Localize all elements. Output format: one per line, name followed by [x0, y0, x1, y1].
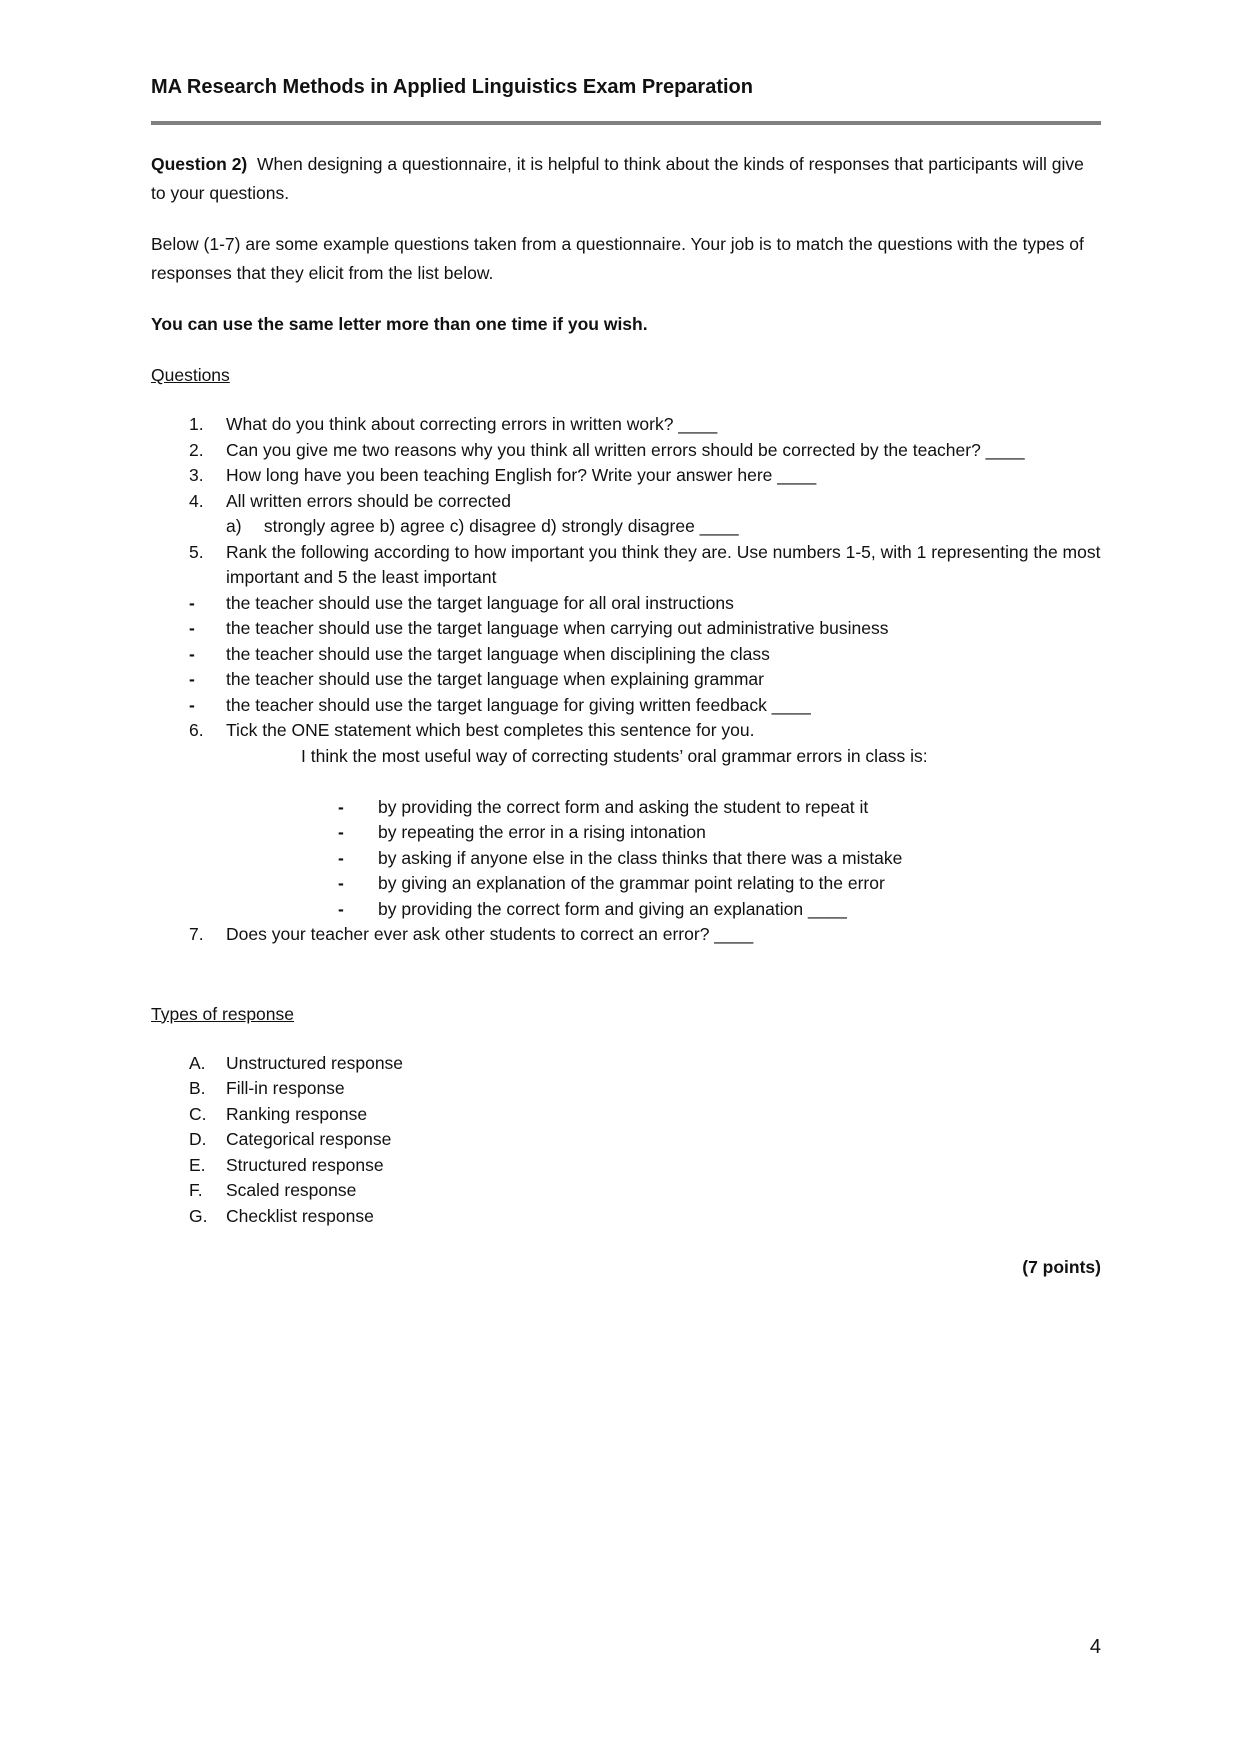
ranking-item	[151, 693, 1101, 719]
dash-bullet: -	[338, 898, 344, 919]
ranking-item	[151, 667, 1101, 693]
question-item-7	[151, 922, 1101, 948]
ranking-item-text: the teacher should use the target language for all oral instructions	[226, 592, 734, 613]
question-item-2	[151, 438, 1101, 464]
response-type-letter: D.	[189, 1129, 207, 1149]
ranking-item	[151, 616, 1101, 642]
response-type-letter: G.	[189, 1205, 208, 1226]
response-type-letter: F.	[189, 1180, 203, 1200]
document-body	[151, 150, 1101, 1282]
question-item-1	[151, 412, 1101, 438]
types-heading: Types of response	[151, 1003, 294, 1024]
question-number: 4.	[189, 490, 204, 511]
response-type-letter: B.	[189, 1078, 206, 1098]
dash-bullet: -	[338, 873, 344, 893]
dash-bullet: -	[189, 643, 195, 664]
response-type-text: Checklist response	[226, 1205, 374, 1226]
response-type-letter: C.	[189, 1103, 207, 1124]
question-text: Rank the following according to how important you think they are. Use numbers 1-5, with 1 representing the most important and 5 the least important	[226, 541, 1101, 587]
ranking-item-text: the teacher should use the target language for giving written feedback ____	[226, 694, 811, 715]
page-header-title: MA Research Methods in Applied Linguistics Exam Preparation	[151, 76, 753, 98]
question-number: 5.	[189, 541, 204, 562]
response-type-text: Scaled response	[226, 1180, 357, 1200]
question-item-6	[151, 718, 1101, 744]
response-type-text: Ranking response	[226, 1103, 368, 1124]
question-text: Can you give me two reasons why you think all written errors should be corrected by the teacher? ____	[226, 439, 1025, 460]
ranking-item	[151, 591, 1101, 617]
page-number: 4	[1089, 1636, 1101, 1658]
dash-bullet: -	[189, 618, 195, 638]
response-type-text: Unstructured response	[226, 1052, 404, 1073]
dash-bullet: -	[189, 592, 195, 613]
response-type-text: Structured response	[226, 1154, 384, 1175]
checklist-item-text: by repeating the error in a rising intonation	[378, 822, 706, 842]
checklist-item-text: by giving an explanation of the grammar point relating to the error	[378, 873, 885, 893]
question-intro-text: When designing a questionnaire, it is helpful to think about the kinds of responses that participants will give to your questions.	[151, 154, 1084, 203]
question-item-5	[151, 540, 1101, 591]
response-type-text: Fill-in response	[226, 1078, 345, 1098]
question-number: 6.	[189, 720, 204, 740]
response-type-text: Categorical response	[226, 1129, 392, 1149]
question-intro	[151, 150, 1101, 208]
checklist-item	[151, 897, 1101, 923]
dash-bullet: -	[189, 694, 195, 715]
dash-bullet: -	[338, 822, 344, 842]
questions-heading: Questions	[151, 365, 230, 385]
checklist-item	[151, 795, 1101, 821]
question-number: 7.	[189, 924, 204, 944]
checklist-item	[151, 871, 1101, 897]
response-type-letter: A.	[189, 1052, 206, 1073]
header-divider	[151, 121, 1101, 125]
response-types-list	[151, 1051, 1101, 1230]
question-number: 2.	[189, 439, 204, 460]
checklist-item-text: by asking if anyone else in the class thinks that there was a mistake	[378, 847, 903, 868]
checklist-item-text: by providing the correct form and giving an explanation ____	[378, 898, 847, 919]
ranking-item-text: the teacher should use the target language when explaining grammar	[226, 669, 764, 689]
question-options: a) strongly agree b) agree c) disagree d) strongly disagree ____	[226, 516, 739, 536]
ranking-list	[151, 591, 1101, 719]
question-text: All written errors should be corrected	[226, 490, 511, 511]
dash-bullet: -	[338, 847, 344, 868]
response-type-item	[151, 1204, 1101, 1230]
ranking-item	[151, 642, 1101, 668]
dash-bullet: -	[189, 669, 195, 689]
ranking-item-text: the teacher should use the target language when carrying out administrative business	[226, 618, 889, 638]
question-text: What do you think about correcting errors in written work? ____	[226, 414, 718, 434]
ranking-item-text: the teacher should use the target language when disciplining the class	[226, 643, 770, 664]
question-text: How long have you been teaching English for? Write your answer here ____	[226, 465, 817, 485]
checklist-item-text: by providing the correct form and asking the student to repeat it	[378, 796, 869, 817]
response-type-letter: E.	[189, 1154, 206, 1175]
checklist-options	[151, 795, 1101, 923]
response-type-item	[151, 1051, 1101, 1077]
question-text: Tick the ONE statement which best completes this sentence for you.	[226, 720, 755, 740]
question-label: Question 2)	[151, 154, 248, 174]
questions-list	[151, 412, 1101, 948]
question-instructions: Below (1-7) are some example questions taken from a questionnaire. Your job is to match the questions with the types of responses that they elicit from the list below.	[151, 234, 1084, 283]
response-type-item	[151, 1178, 1101, 1204]
question-number: 1.	[189, 414, 204, 434]
question-stem-text: I think the most useful way of correcting students’ oral grammar errors in class is:	[301, 745, 928, 766]
question-note: You can use the same letter more than one time if you wish.	[151, 314, 648, 334]
response-type-item	[151, 1076, 1101, 1102]
response-type-item	[151, 1153, 1101, 1179]
points-total: (7 points)	[1022, 1257, 1101, 1277]
response-type-item	[151, 1102, 1101, 1128]
question-number: 3.	[189, 465, 204, 485]
response-type-item	[151, 1127, 1101, 1153]
question-item-3	[151, 463, 1101, 489]
checklist-item	[151, 846, 1101, 872]
question-text: Does your teacher ever ask other students to correct an error? ____	[226, 924, 754, 944]
checklist-item	[151, 820, 1101, 846]
question-item-4	[151, 489, 1101, 540]
question-stem	[151, 744, 1101, 770]
dash-bullet: -	[338, 796, 344, 817]
